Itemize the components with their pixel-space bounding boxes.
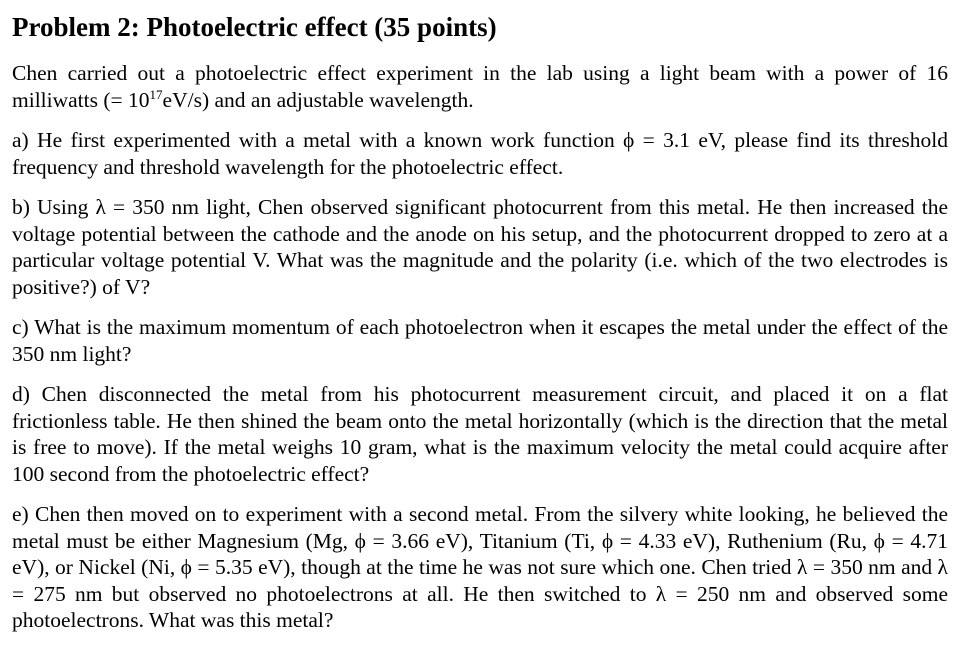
part-a-text: He first experimented with a metal with a known work function ϕ = 3.1 eV, please find its threshold frequency and threshold wavelength for the photoelectric effect.	[12, 128, 949, 179]
problem-intro	[12, 60, 948, 113]
problem-page	[12, 10, 948, 634]
part-c-text: What is the maximum momentum of each photoelectron when it escapes the metal under the effect of the 350 nm light?	[12, 315, 948, 366]
part-a-label: a)	[12, 128, 29, 152]
intro-exponent: 17	[149, 86, 163, 102]
part-d-text: Chen disconnected the metal from his photocurrent measurement circuit, and placed it on a flat frictionless table. He then shined the beam onto the metal horizontally (which is the direction that the metal is free to move). If the metal weighs 10 gram, what is the maximum velocity the metal could acquire after 100 second from the photoelectric effect?	[12, 382, 948, 486]
part-b	[12, 194, 948, 300]
part-b-text: Using λ = 350 nm light, Chen observed significant photocurrent from this metal. He then increased the voltage potential between the cathode and the anode on his setup, and the photocurrent dropped to zero at a particular voltage potential V. What was the magnitude and the polarity (i.e. which of the two electrodes is positive?) of V?	[12, 195, 948, 299]
intro-text-end: eV/s) and an adjustable wavelength.	[162, 87, 474, 112]
part-e-label: e)	[12, 502, 29, 526]
part-c-label: c)	[12, 315, 29, 339]
part-a	[12, 127, 948, 180]
part-e-text: Chen then moved on to experiment with a second metal. From the silvery white looking, he believed the metal must be either Magnesium (Mg, ϕ = 3.66 eV), Titanium (Ti, ϕ = 4.33 eV), Ruthenium (Ru, ϕ = 4.71 eV), or Nickel (Ni, ϕ = 5.35 eV), though at the time he was not sure which one. Chen tried λ = 350 nm and λ = 275 nm but observed no photoelectrons at all. He then switched to λ = 250 nm and observed some photoelectrons. What was this metal?	[12, 502, 948, 632]
part-e	[12, 501, 948, 634]
part-d	[12, 381, 948, 487]
part-d-label: d)	[12, 382, 30, 406]
part-c	[12, 314, 948, 367]
part-b-label: b)	[12, 195, 30, 219]
problem-title: Problem 2: Photoelectric effect (35 points)	[12, 12, 497, 42]
intro-text-start: Chen carried out a photoelectric effect experiment in the lab using a light beam with a power of 16 milliwatts (= 10	[12, 61, 948, 112]
